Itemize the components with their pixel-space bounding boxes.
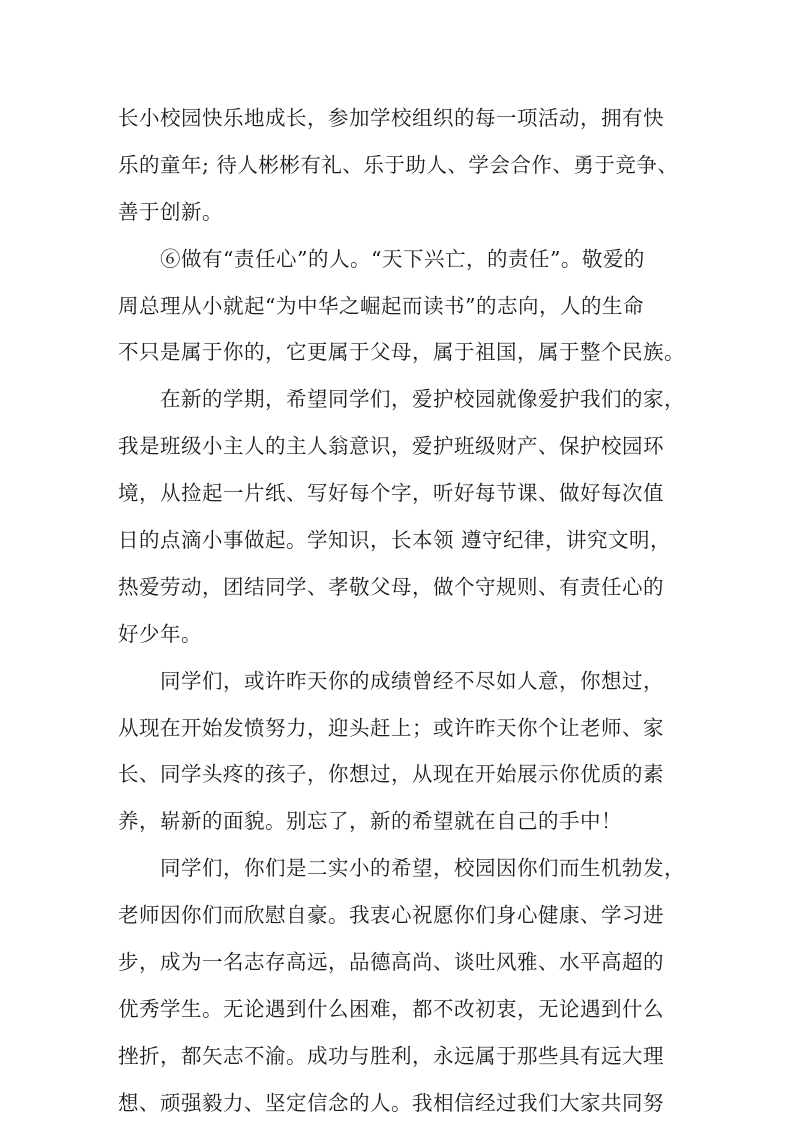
text-line: 我是班级小主人的主人翁意识，爱护班级财产、保护校园环 [118, 434, 664, 459]
text-line: 想、顽强毅力、坚定信念的人。我相信经过我们大家共同努 [118, 1090, 664, 1115]
text-line: 乐的童年; 待人彬彬有礼、乐于助人、学会合作、勇于竞争、 [118, 152, 679, 177]
text-line: 好少年。 [118, 621, 202, 646]
text-line: 步，成为一名志存高远，品德高尚、谈吐风雅、水平高超的 [118, 950, 664, 975]
text-line: 优秀学生。无论遇到什么困难，都不改初衷，无论遇到什么 [118, 996, 664, 1021]
text-line: 善于创新。 [118, 199, 223, 224]
text-line: 不只是属于你的，它更属于父母，属于祖国，属于整个民族。 [118, 340, 685, 365]
text-line: 长小校园快乐地成长，参加学校组织的每一项活动，拥有快 [118, 106, 664, 130]
text-line: 挫折，都矢志不渝。成功与胜利，永远属于那些具有远大理 [118, 1043, 664, 1068]
text-line: 养，崭新的面貌。别忘了，新的希望就在自己的手中！ [118, 809, 622, 834]
body-text [118, 95, 718, 1127]
text-line: 长、同学头疼的孩子，你想过，从现在开始展示你优质的素 [118, 762, 664, 787]
text-line: 同学们，你们是二实小的希望，校园因你们而生机勃发， [160, 856, 685, 881]
text-line: 从现在开始发愤努力，迎头赶上；或许昨天你个让老师、家 [118, 715, 664, 740]
text-line: 同学们，或许昨天你的成绩曾经不尽如人意，你想过， [160, 668, 664, 693]
text-line: 周总理从小就起“为中华之崛起而读书”的志向，人的生命 [118, 293, 644, 318]
text-line: ⑥做有“责任心”的人。“天下兴亡，的责任”。敬爱的 [160, 246, 645, 271]
text-line: 热爱劳动，团结同学、孝敬父母，做个守规则、有责任心的 [118, 574, 664, 599]
text-line: 境，从捡起一片纸、写好每个字，听好每节课、做好每次值 [118, 481, 664, 506]
text-line: 日的点滴小事做起。学知识，长本领 遵守纪律，讲究文明， [118, 528, 672, 553]
text-line: 老师因你们而欣慰自豪。我衷心祝愿你们身心健康、学习进 [118, 903, 664, 928]
text-line: 在新的学期，希望同学们，爱护校园就像爱护我们的家， [160, 387, 685, 412]
